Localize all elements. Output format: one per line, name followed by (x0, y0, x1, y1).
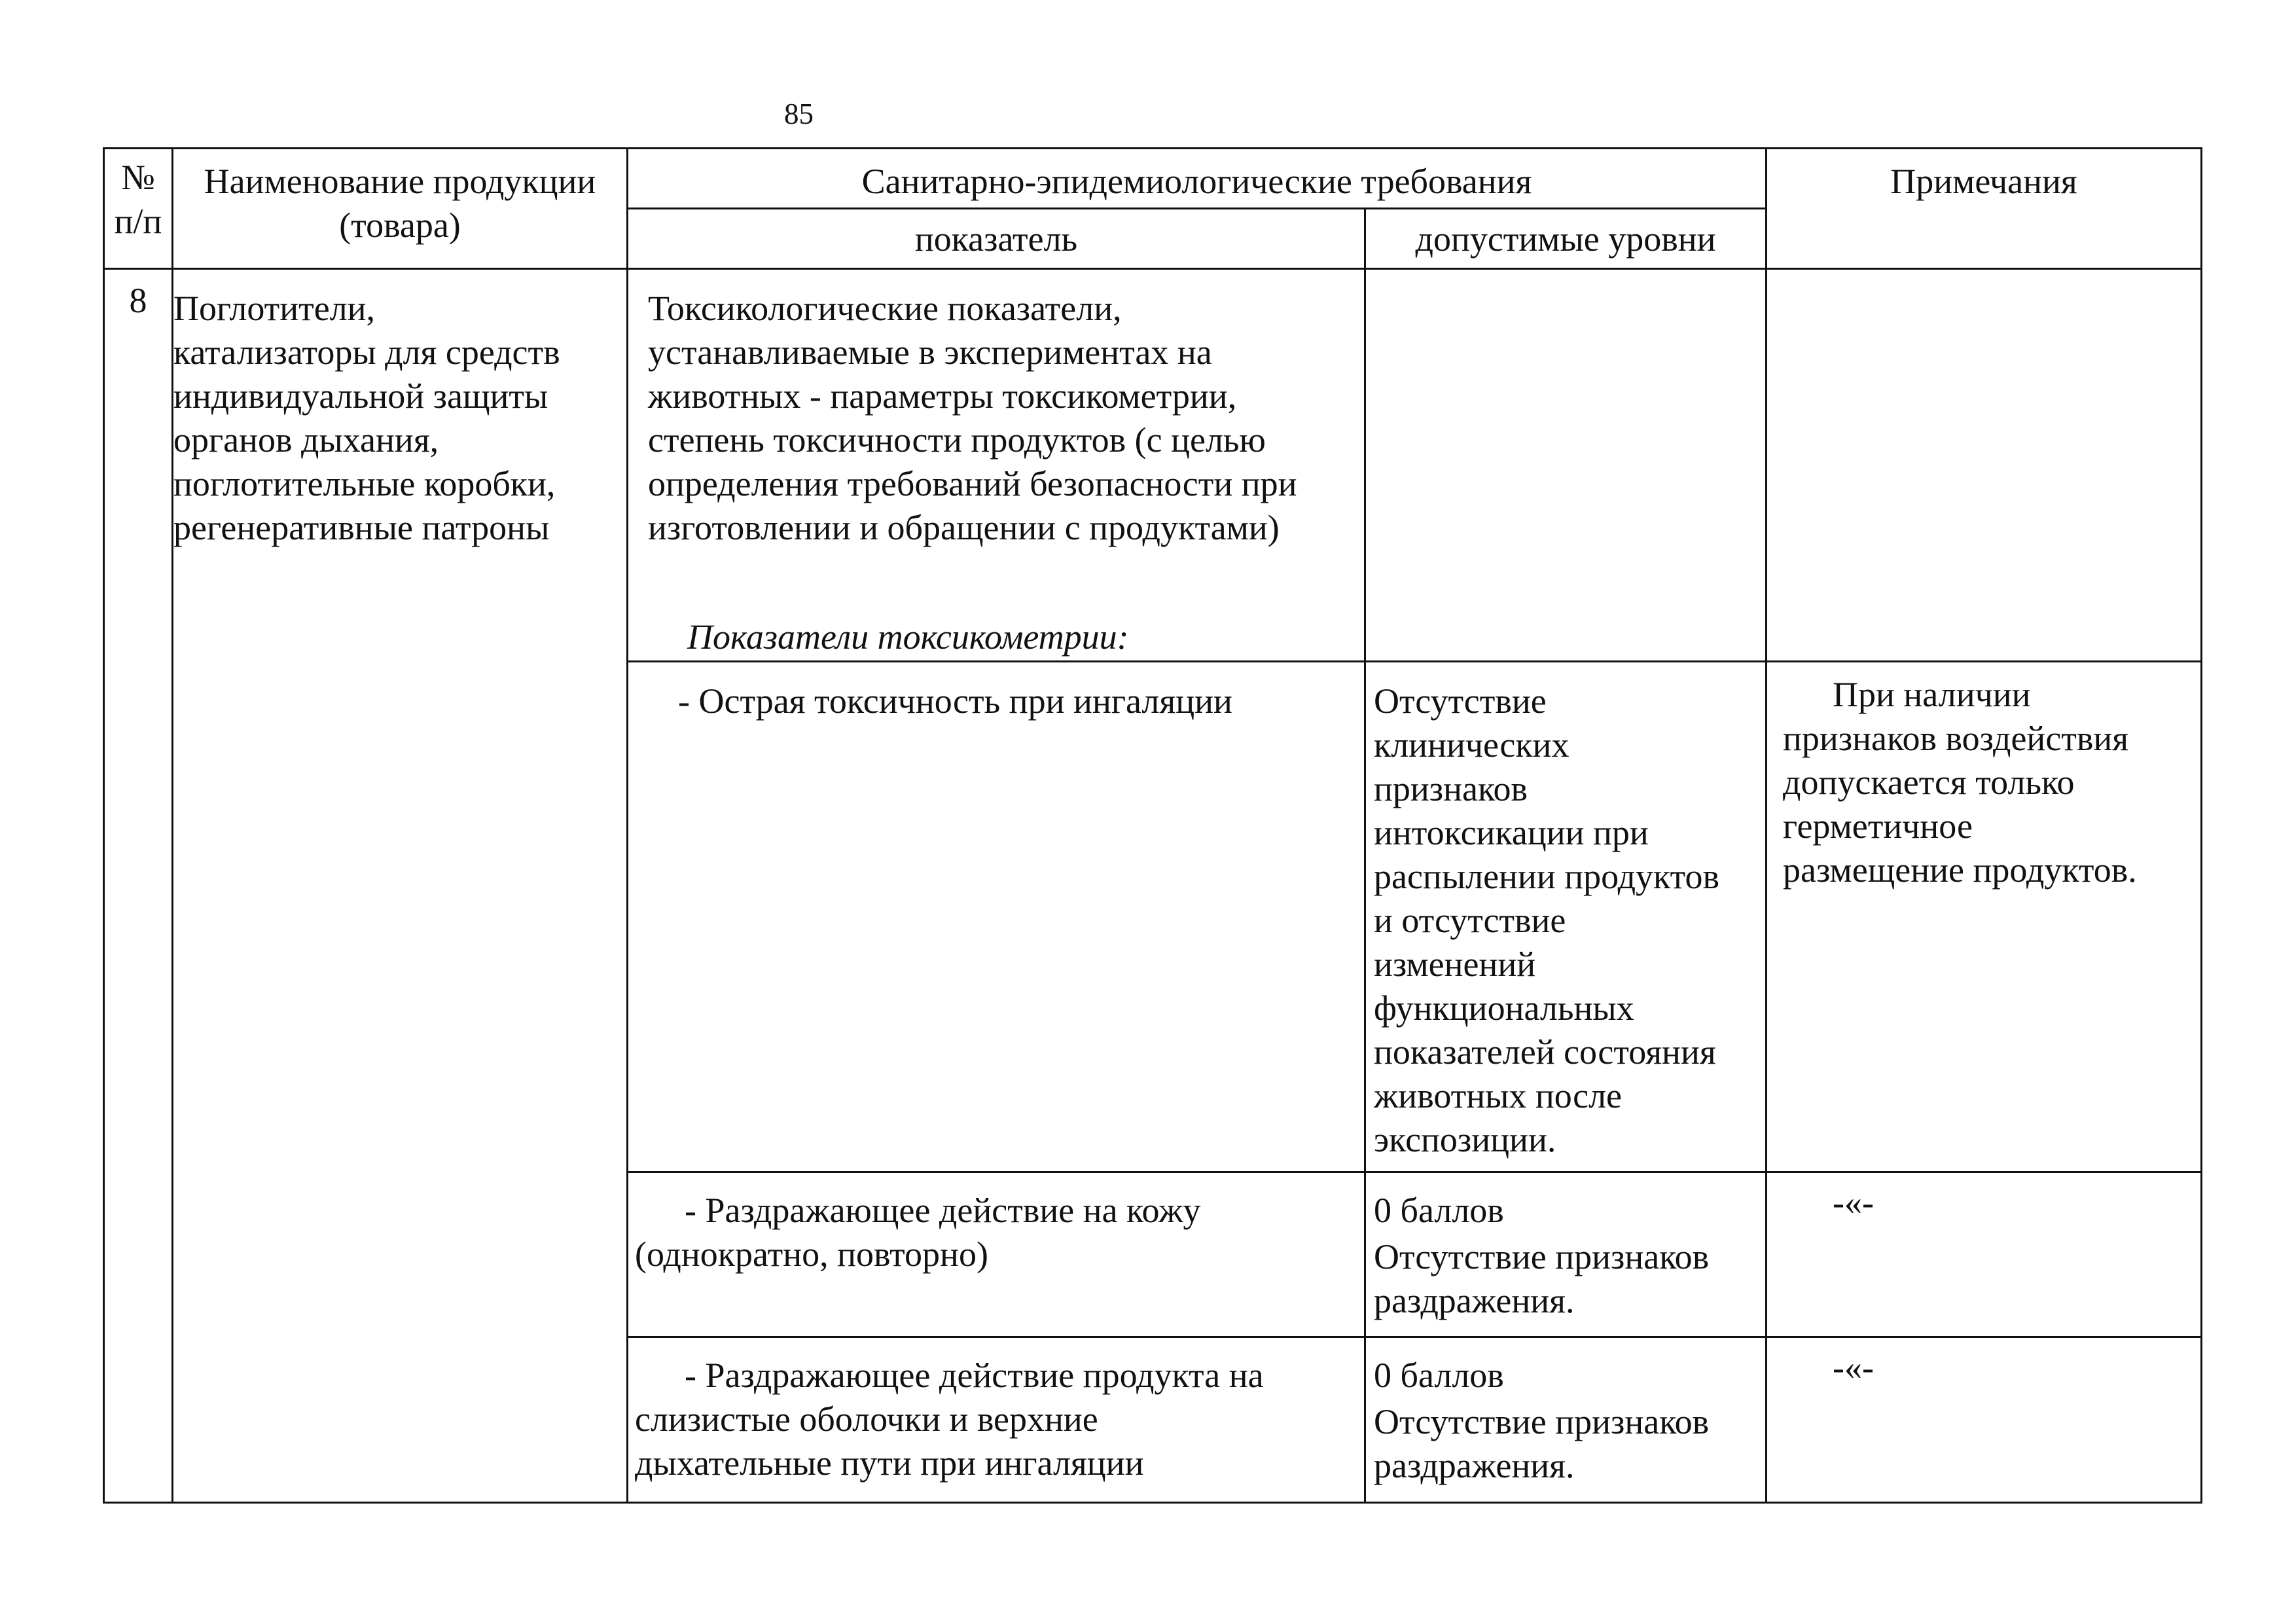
mucosa-irritation-levels: 0 баллов Отсутствие признаков раздражения. (1365, 1337, 1767, 1503)
acute-toxicity-levels: Отсутствие клинических признаков интоксикации при распылении продуктов и отсутствие изменений функциональных показателей состояния животных после экспозиции. (1365, 662, 1767, 1172)
requirements-table (103, 147, 2202, 1504)
skin-irritation-score: 0 баллов (1374, 1191, 1504, 1230)
general-indicator-cell (628, 269, 1365, 662)
general-levels-cell (1365, 269, 1767, 662)
mucosa-irritation-notes: -«- (1767, 1337, 2202, 1503)
header-row-top (104, 149, 2202, 209)
acute-toxicity-notes: При наличии признаков воздействия допускается только герметичное размещение продуктов. (1767, 662, 2202, 1172)
acute-toxicity-indicator: - Острая токсичность при ингаляции (628, 662, 1365, 1172)
general-notes-cell (1767, 269, 2202, 662)
mucosa-irritation-indicator: - Раздражающее действие продукта на слизистые оболочки и верхние дыхательные пути при ингаляции (628, 1337, 1365, 1503)
table-row-general (104, 269, 2202, 662)
header-requirements: Санитарно-эпидемиологические требования (628, 149, 1767, 209)
row-product: Поглотители, катализаторы для средств индивидуальной защиты органов дыхания, поглотительные коробки, регенеративные патроны (173, 269, 628, 1503)
header-allowed-levels: допустимые уровни (1365, 209, 1767, 269)
toxicometry-heading: Показатели токсикометрии: (687, 617, 1129, 657)
header-notes: Примечания (1767, 149, 2202, 269)
header-number: № п/п (104, 149, 173, 269)
skin-irritation-notes: -«- (1767, 1172, 2202, 1337)
skin-irritation-indicator: - Раздражающее действие на кожу (однократно, повторно) (628, 1172, 1365, 1337)
header-product: Наименование продукции (товара) (173, 149, 628, 269)
mucosa-irritation-score: 0 баллов (1374, 1356, 1504, 1395)
row-number: 8 (104, 269, 173, 1503)
page-number: 85 (784, 98, 814, 130)
skin-irritation-levels: 0 баллов Отсутствие признаков раздражения. (1365, 1172, 1767, 1337)
general-indicator-text: Токсикологические показатели, устанавливаемые в экспериментах на животных - параметры токсикометрии, степень токсичности продуктов (с целью определения требований безопасности при изготовлении и обращении с продуктами) (648, 289, 1297, 547)
header-indicator: показатель (628, 209, 1365, 269)
